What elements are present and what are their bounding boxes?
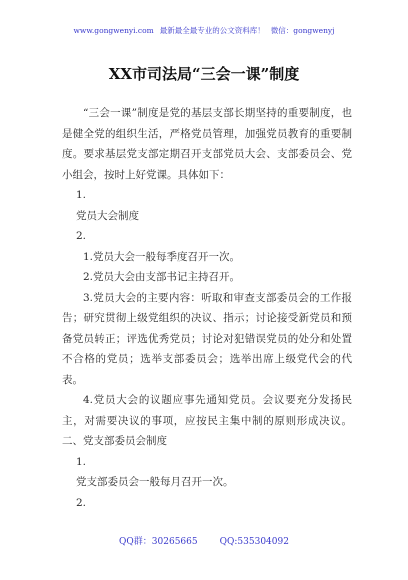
rule-paragraph: 4.党员大会的议题应事先通知党员。会议要充分发扬民主，对需要决议的事项，应按民主集中制的原则形成决议。二、党支部委员会制度 <box>62 394 352 447</box>
page-header <box>0 26 408 36</box>
document-title: XX市司法局“三会一课”制度 <box>108 65 300 83</box>
rule-paragraph: 1.党员大会一般每季度召开一次。 <box>83 250 241 263</box>
rule-paragraph: 党支部委员会一般每月召开一次。 <box>76 476 234 488</box>
intro-paragraph: “三会一课”制度是党的基层支部长期坚持的重要制度，也是健全党的组织生活，严格党员管理，加强党员教育的重要制度。要求基层党支部定期召开支部党员大会、支部委员会、党小组会，按时上好党课。具体如下： <box>62 107 352 181</box>
rule-paragraph: 3.党员大会的主要内容：听取和审查支部委员会的工作报告；研究贯彻上级党组织的决议、指示；讨论接受新党员和预备党员转正；评选优秀党员；讨论对犯错误党员的处分和处置不合格的党员；选举支部委员会；选举出席上级党代会的代表。 <box>62 291 352 386</box>
list-number: 1. <box>76 189 87 201</box>
list-number: 2. <box>76 230 87 242</box>
header-site-link[interactable]: www.gongwenyi.com <box>73 26 154 35</box>
list-number: 1. <box>76 455 87 468</box>
header-wechat: 微信：gongwenyj <box>270 26 335 35</box>
footer-qq-group: QQ群：30265665 <box>119 537 198 547</box>
list-number: 2. <box>76 496 87 509</box>
header-slogan: 最新最全最专业的公文资料库！ <box>159 26 265 35</box>
document-body <box>62 103 352 513</box>
page-footer <box>0 536 408 548</box>
section-heading: 党员大会制度 <box>76 209 139 222</box>
rule-paragraph: 2.党员大会由支部书记主持召开。 <box>83 271 241 283</box>
footer-qq: QQ:535304092 <box>219 537 289 547</box>
